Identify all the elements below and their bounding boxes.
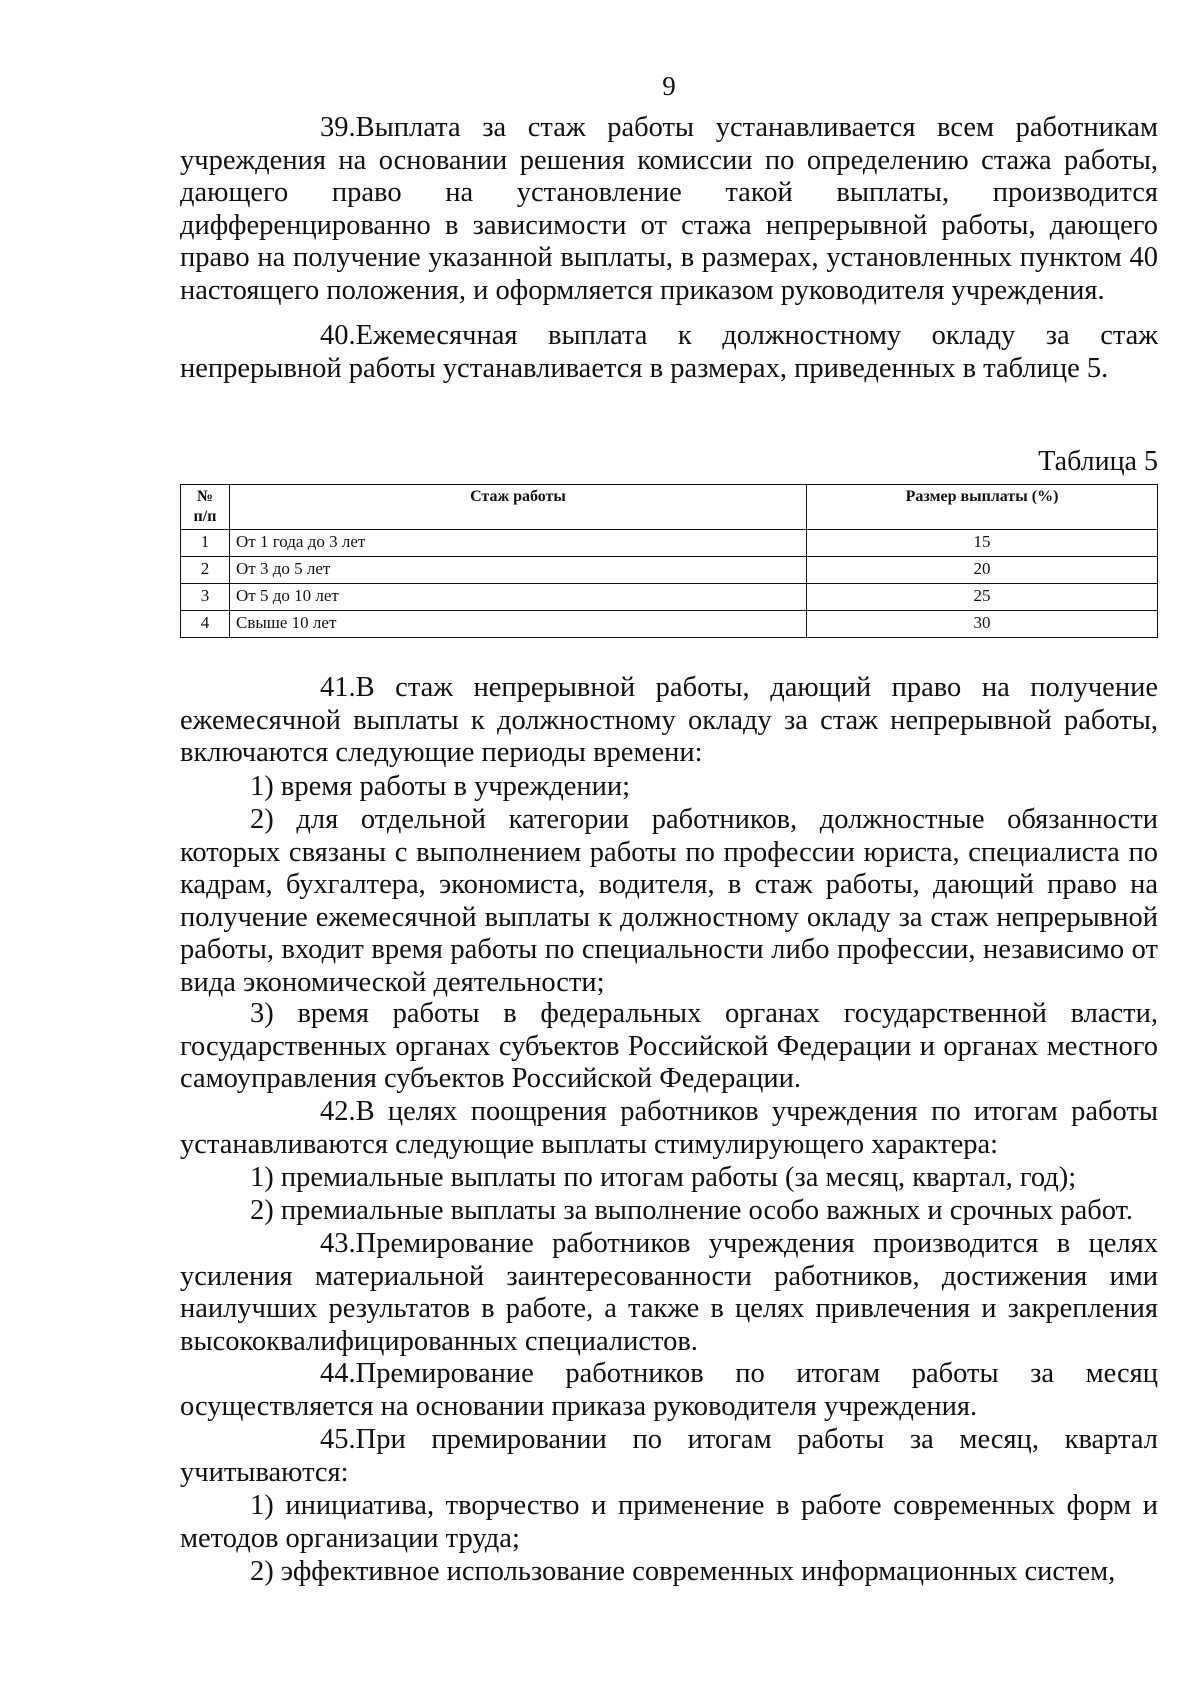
paragraph-41 [180, 672, 1158, 770]
list-item-45-2: 2) эффективное использование современных информационных систем, [250, 1556, 1116, 1587]
paragraph-43 [180, 1228, 1158, 1358]
header-experience: Стаж работы [230, 485, 807, 530]
cell-payment: 25 [807, 584, 1158, 611]
paragraph-42 [180, 1096, 1158, 1161]
cell-payment: 20 [807, 557, 1158, 584]
paragraph-number: 40. [320, 320, 356, 351]
paragraph-number: 45. [320, 1424, 356, 1455]
header-number-line1: № [196, 488, 214, 505]
paragraph-text: Выплата за стаж работы устанавливается всем работникам учреждения на основании решения комиссии по определению стажа работы, дающего право на установление такой выплаты, производится дифференцированно в зависимости от стажа непрерывной работы, дающего право на получение указанной выплаты, в размерах, установленных пунктом 40 настоящего положения, и оформляется приказом руководителя учреждения. [180, 112, 1158, 306]
list-item-42-2: 2) премиальные выплаты за выполнение особо важных и срочных работ. [250, 1195, 1134, 1226]
list-item-41-1: 1) время работы в учреждении; [250, 771, 631, 802]
paragraph-text: Премирование работников учреждения производится в целях усиления материальной заинтересованности работников, достижения ими наилучших результатов в работе, а также в целях привлечения и закрепления высококвалифицированных специалистов. [180, 1228, 1158, 1357]
table-header-row [181, 485, 1158, 530]
paragraph-45 [180, 1424, 1158, 1489]
cell-number: 4 [181, 611, 230, 638]
cell-experience: От 1 года до 3 лет [230, 530, 807, 557]
paragraph-44 [180, 1358, 1158, 1423]
list-item-41-2: 2) для отдельной категории работников, должностные обязанности которых связаны с выполнением работы по профессии юриста, специалиста по кадрам, бухгалтера, экономиста, водителя, в стаж работы, дающий право на получение ежемесячной выплаты к должностному окладу за стаж непрерывной работы, входит время работы по специальности либо профессии, независимо от вида экономической деятельности; [180, 804, 1158, 998]
table-row [181, 611, 1158, 638]
table-row [181, 557, 1158, 584]
paragraph-number: 43. [320, 1228, 356, 1259]
paragraph-number: 41. [320, 672, 356, 703]
paragraph-number: 44. [320, 1358, 356, 1389]
paragraph-number: 39. [320, 112, 356, 143]
list-item-45-1: 1) инициатива, творчество и применение в работе современных форм и методов организации труда; [180, 1490, 1158, 1554]
header-number [181, 485, 230, 530]
paragraph-40 [180, 320, 1158, 385]
page-number: 9 [662, 71, 676, 101]
list-item-41-3: 3) время работы в федеральных органах государственной власти, государственных органах субъектов Российской Федерации и органах местного самоуправления субъектов Российской Федерации. [180, 998, 1158, 1095]
paragraph-text: В целях поощрения работников учреждения по итогам работы устанавливаются следующие выплаты стимулирующего характера: [180, 1096, 1158, 1160]
cell-number: 2 [181, 557, 230, 584]
table-caption: Таблица 5 [1038, 446, 1158, 477]
paragraph-text: В стаж непрерывной работы, дающий право на получение ежемесячной выплаты к должностному окладу за стаж непрерывной работы, включаются следующие периоды времени: [180, 672, 1158, 769]
payment-table [180, 484, 1158, 638]
cell-number: 1 [181, 530, 230, 557]
table-row [181, 584, 1158, 611]
header-payment: Размер выплаты (%) [807, 485, 1158, 530]
paragraph-number: 42. [320, 1096, 356, 1127]
cell-experience: Свыше 10 лет [230, 611, 807, 638]
table-row [181, 530, 1158, 557]
cell-payment: 30 [807, 611, 1158, 638]
cell-payment: 15 [807, 530, 1158, 557]
header-number-line2: п/п [193, 508, 217, 525]
paragraph-text: Премирование работников по итогам работы за месяц осуществляется на основании приказа руководителя учреждения. [180, 1358, 1158, 1422]
paragraph-text: При премировании по итогам работы за месяц, квартал учитываются: [180, 1424, 1158, 1488]
cell-experience: От 5 до 10 лет [230, 584, 807, 611]
paragraph-text: Ежемесячная выплата к должностному окладу за стаж непрерывной работы устанавливается в размерах, приведенных в таблице 5. [180, 320, 1158, 384]
paragraph-39 [180, 112, 1158, 308]
list-item-42-1: 1) премиальные выплаты по итогам работы (за месяц, квартал, год); [250, 1162, 1077, 1193]
cell-experience: От 3 до 5 лет [230, 557, 807, 584]
cell-number: 3 [181, 584, 230, 611]
